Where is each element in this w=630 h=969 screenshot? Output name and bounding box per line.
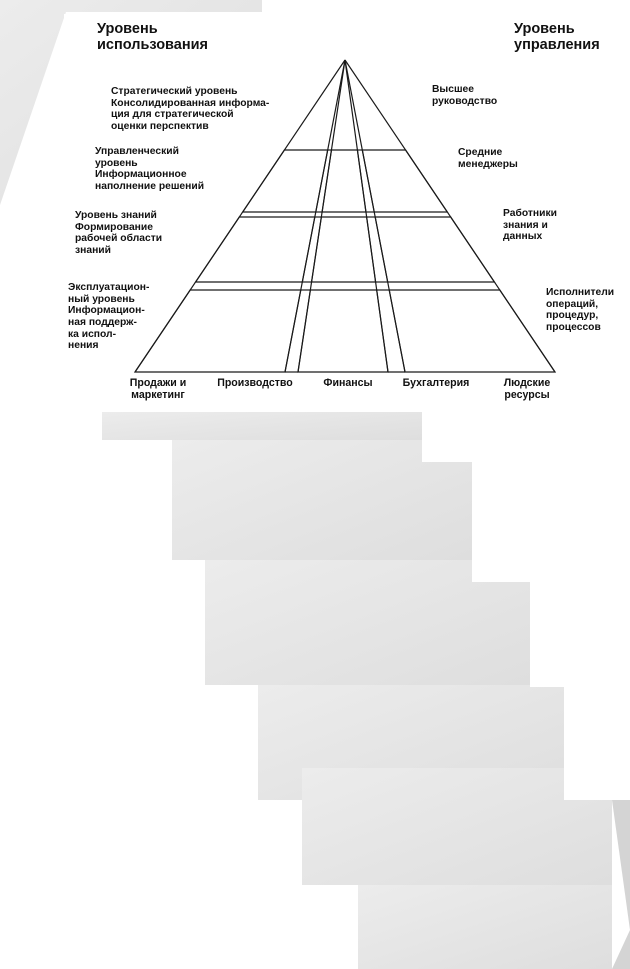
management-level-header: Уровень управления xyxy=(514,21,600,53)
cell-knowledge-finance xyxy=(312,217,376,282)
stripe-7 xyxy=(612,800,630,969)
usage-level-header: Уровень использования xyxy=(97,21,208,53)
function-accounting: Бухгалтерия xyxy=(402,377,470,389)
stripe-6 xyxy=(358,885,612,969)
usage-level-strategic: Стратегический уровень Консолидированная информа- ция для стратегической оценки перспектив xyxy=(111,86,270,132)
function-finance: Финансы xyxy=(323,377,373,389)
stripe-2 xyxy=(172,440,472,560)
cell-operational-finance xyxy=(298,290,388,372)
usage-level-operational: Эксплуатацион- ный уровень Информацион- ная поддерж- ка испол- нения xyxy=(68,282,150,352)
usage-level-management: Управленческий уровень Информационное наполнение решений xyxy=(95,146,205,192)
stripe-1 xyxy=(102,412,422,440)
cell-management-human-resources xyxy=(362,150,447,212)
cell-knowledge-sales-marketing xyxy=(196,217,315,282)
stripe-5 xyxy=(302,768,612,885)
management-level-middle: Средние менеджеры xyxy=(458,147,518,170)
cell-operational-human-resources xyxy=(389,290,555,372)
usage-level-knowledge: Уровень знаний Формирование рабочей области знаний xyxy=(75,210,163,256)
cell-knowledge-human-resources xyxy=(375,217,494,282)
management-level-operators: Исполнители операций, процедур, процессов xyxy=(546,287,615,333)
cell-operational-sales-marketing xyxy=(135,290,301,372)
function-sales-marketing: Продажи и маркетинг xyxy=(129,377,187,401)
function-human-resources: Людские ресурсы xyxy=(503,377,551,401)
management-level-knowledge-workers: Работники знания и данных xyxy=(503,208,557,243)
cell-management-sales-marketing xyxy=(243,150,328,212)
function-production: Производство xyxy=(217,377,293,389)
stripe-3 xyxy=(205,560,530,685)
cell-management-finance xyxy=(322,150,366,212)
management-level-top: Высшее руководство xyxy=(432,84,498,107)
